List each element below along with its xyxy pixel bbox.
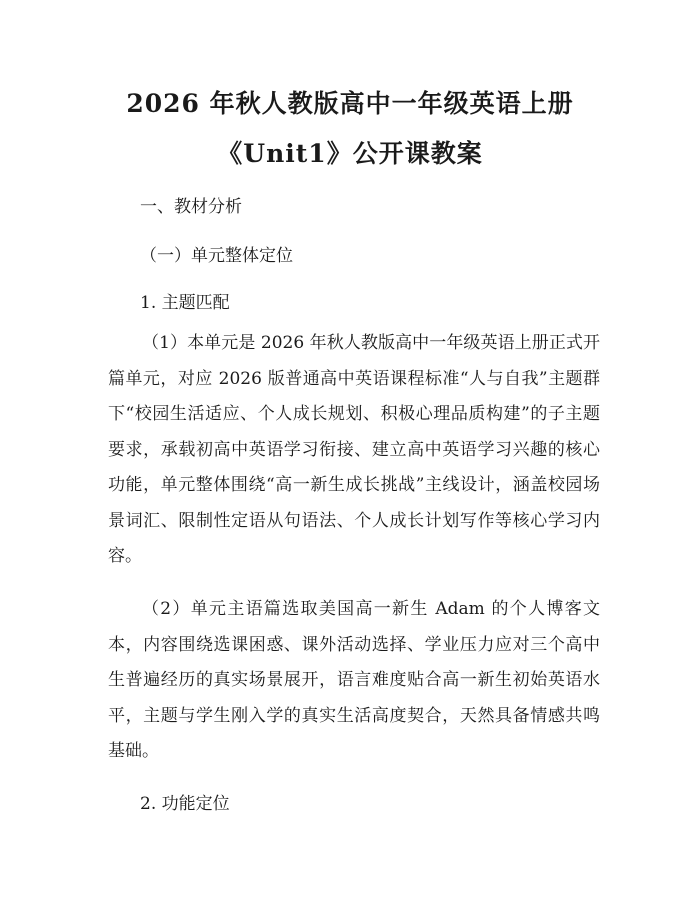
item-heading-theme-matching: 1. 主题匹配 — [140, 293, 230, 313]
subsection-heading-unit-positioning: （一）单元整体定位 — [140, 246, 293, 266]
section-heading-textbook-analysis: 一、教材分析 — [140, 197, 242, 217]
document-title-line1: 2026 年秋人教版高中一年级英语上册 — [126, 89, 574, 118]
document-title-line2: 《Unit1》公开课教案 — [217, 139, 483, 168]
body-paragraph-2: （2）单元主语篇选取美国高一新生 Adam 的个人博客文本，内容围绕选课困惑、课外活动选择、学业压力应对三个高中生普遍经历的真实场景展开，语言难度贴合高一新生初始英语水平，主题与学生刚入学的真实生活高度契合，天然具备情感共鸣基础。 — [108, 599, 600, 761]
item-heading-function-positioning: 2. 功能定位 — [140, 794, 230, 814]
body-paragraph-1: （1）本单元是 2026 年秋人教版高中一年级英语上册正式开篇单元，对应 2026 版普通高中英语课程标准“人与自我”主题群下“校园生活适应、个人成长规划、积极心理品质构建”的子主题要求，承载初高中英语学习衔接、建立高中英语学习兴趣的核心功能，单元整体围绕“高一新生成长挑战”主线设计，涵盖校园场景词汇、限制性定语从句语法、个人成长计划写作等核心学习内容。 — [108, 333, 600, 566]
